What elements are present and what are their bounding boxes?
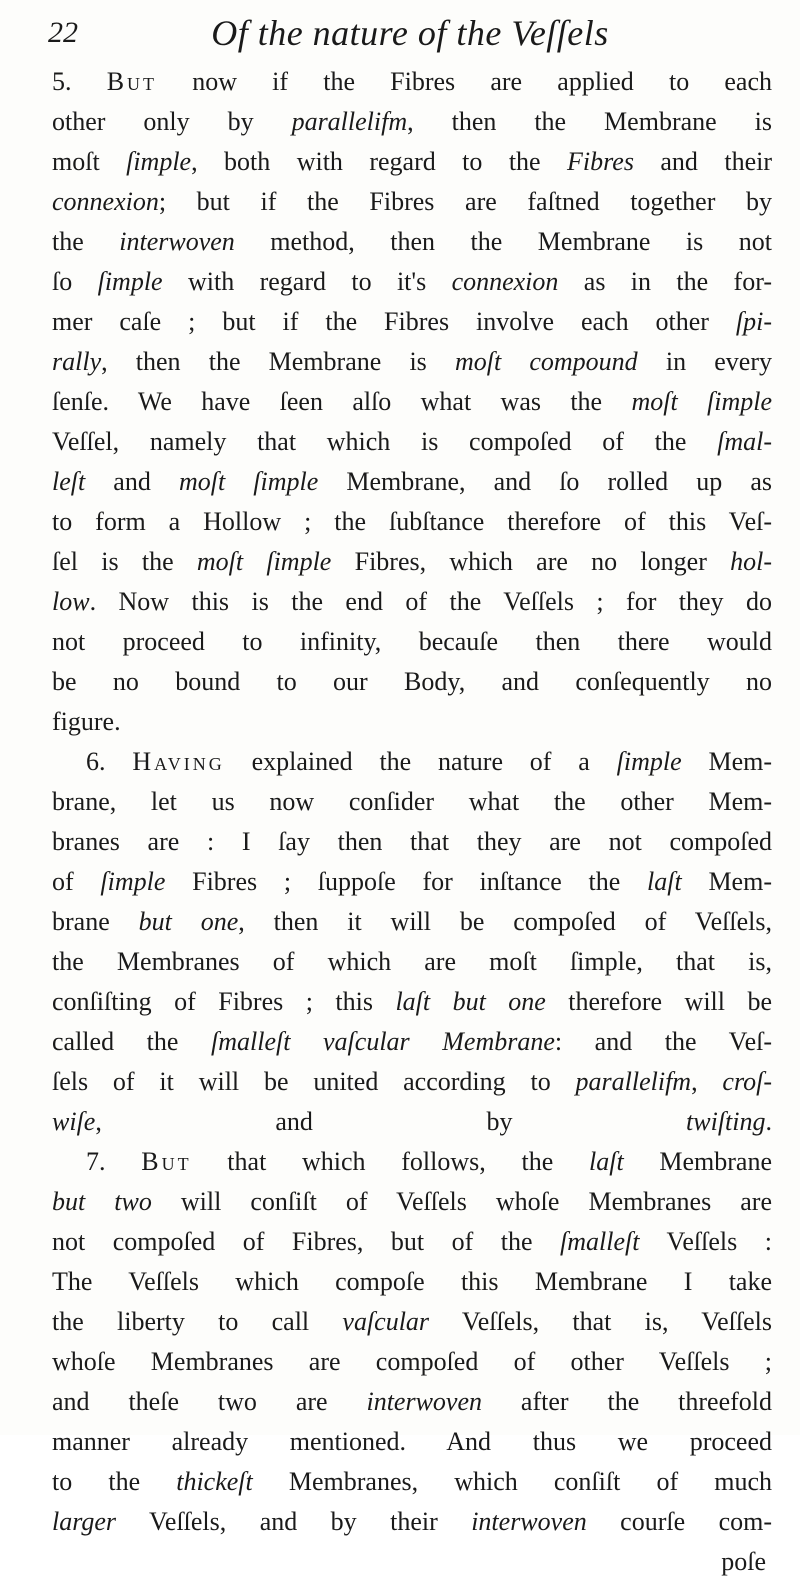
text-span: , then it will be compoſed of Veſſels, xyxy=(238,907,772,936)
italic-text: moſt ſimple xyxy=(196,547,332,576)
italic-text: connexion xyxy=(52,187,159,216)
italic-text: Fibres xyxy=(567,147,634,176)
text-line xyxy=(52,782,772,822)
text-span: , xyxy=(691,1067,723,1096)
text-line xyxy=(52,1382,772,1422)
text-span: figure. xyxy=(52,707,121,736)
italic-text: twiſting xyxy=(686,1107,766,1136)
text-span: the liberty to call xyxy=(52,1307,343,1336)
text-span: conſiſting of Fibres ; this xyxy=(52,987,396,1016)
text-line xyxy=(52,502,772,542)
text-span: moſt xyxy=(52,147,127,176)
text-span: that which follows, the xyxy=(191,1147,589,1176)
italic-text: vaſcular xyxy=(342,1307,430,1336)
text-line xyxy=(52,182,772,222)
text-span: Membrane, and ſo rolled up as xyxy=(318,467,773,496)
text-span: the Membranes of which are moſt ſimple, that is, xyxy=(52,947,772,976)
text-line xyxy=(52,942,772,982)
text-span: Membrane xyxy=(623,1147,773,1176)
text-line xyxy=(52,1502,772,1542)
text-span: , then the Membrane is xyxy=(101,347,455,376)
text-span: be no bound to our Body, and conſequently no xyxy=(52,667,772,696)
italic-text: low xyxy=(52,587,90,616)
italic-text: moſt ſimple xyxy=(178,467,319,496)
text-span: manner already mentioned. And thus we proceed xyxy=(52,1427,772,1456)
italic-text: hol- xyxy=(730,547,773,576)
text-line xyxy=(52,1302,772,1342)
text-line xyxy=(52,982,772,1022)
text-line xyxy=(52,102,772,142)
text-line xyxy=(52,1342,772,1382)
text-line xyxy=(52,262,772,302)
text-line xyxy=(52,1182,772,1222)
text-line xyxy=(52,662,772,702)
italic-text: laſt but one xyxy=(395,987,546,1016)
italic-text: interwoven xyxy=(119,227,235,256)
italic-text: interwoven xyxy=(366,1387,483,1416)
text-span: branes are : I ſay then that they are not compoſed xyxy=(52,827,772,856)
text-span: of xyxy=(52,867,101,896)
italic-text: ſimple xyxy=(616,747,682,776)
text-span: as in the for- xyxy=(558,267,772,296)
italic-text: parallelifm xyxy=(575,1067,692,1096)
text-line xyxy=(52,142,772,182)
text-span: not proceed to infinity, becauſe then there would xyxy=(52,627,772,656)
text-span: ſo xyxy=(52,267,98,296)
italic-text: but one xyxy=(138,907,239,936)
text-span: to form a Hollow ; the ſubſtance therefore of this Veſ- xyxy=(52,507,772,536)
italic-text: rally xyxy=(52,347,102,376)
italic-text: thickeſt xyxy=(176,1467,253,1496)
catchword: poſe xyxy=(721,1547,766,1576)
text-line xyxy=(52,622,772,662)
text-span: and their xyxy=(633,147,772,176)
text-span: brane, let us now conſider what the other Mem- xyxy=(52,787,772,816)
text-span: , and by xyxy=(95,1107,687,1136)
italic-text: leſt xyxy=(52,467,86,496)
text-line xyxy=(52,462,772,502)
text-line xyxy=(52,1262,772,1302)
text-span: with regard to it's xyxy=(162,267,452,296)
text-line xyxy=(52,62,772,102)
text-span: mer caſe ; but if the Fibres involve each other xyxy=(52,307,736,336)
text-span: Veſſels, that is, Veſſels xyxy=(429,1307,772,1336)
small-caps-text: But xyxy=(106,67,158,96)
text-line xyxy=(52,862,772,902)
text-span: courſe com- xyxy=(586,1507,772,1536)
text-span: method, then the Membrane is not xyxy=(234,227,772,256)
text-line xyxy=(52,1462,772,1502)
text-line xyxy=(52,302,772,342)
italic-text: ſpi- xyxy=(735,307,772,336)
text-span: Mem- xyxy=(681,867,772,896)
text-span: Membranes, which conſiſt of much xyxy=(252,1467,772,1496)
text-span: now if the Fibres are applied to each xyxy=(157,67,773,96)
text-span: : and the Veſ- xyxy=(554,1027,772,1056)
body-text xyxy=(52,62,772,1582)
italic-text: ſmal- xyxy=(717,427,772,456)
running-title: Of the nature of the Veſſels xyxy=(211,13,609,53)
text-span: Mem- xyxy=(681,747,772,776)
text-span: ; but if the Fibres are faſtned together by xyxy=(158,187,772,216)
small-caps-text: But xyxy=(141,1147,192,1176)
page-number: 22 xyxy=(48,16,78,49)
text-span: . xyxy=(765,1107,772,1136)
text-line xyxy=(52,1422,772,1462)
text-line xyxy=(52,582,772,622)
text-span: Veſſels : xyxy=(639,1227,772,1256)
italic-text: ſmalleſt vaſcular Membrane xyxy=(211,1027,555,1056)
text-line xyxy=(52,742,772,782)
italic-text: croſ- xyxy=(722,1067,772,1096)
text-span: ſel is the xyxy=(52,547,197,576)
text-span: the xyxy=(52,227,120,256)
italic-text: laſt xyxy=(647,867,682,896)
italic-text: but two xyxy=(52,1187,152,1216)
italic-text: ſimple xyxy=(97,267,163,296)
text-span: therefore will be xyxy=(545,987,773,1016)
text-span: explained the nature of a xyxy=(224,747,617,776)
text-span: to the xyxy=(52,1467,177,1496)
text-line xyxy=(52,1142,772,1182)
text-line xyxy=(52,222,772,262)
text-span: 6. xyxy=(86,747,133,776)
text-line xyxy=(52,702,772,742)
text-line xyxy=(52,342,772,382)
text-span: in every xyxy=(637,347,772,376)
italic-text: connexion xyxy=(451,267,559,296)
italic-text: ſimple xyxy=(126,147,192,176)
text-span: after the threefold xyxy=(482,1387,772,1416)
text-line xyxy=(52,1222,772,1262)
text-span: , both with regard to the xyxy=(191,147,568,176)
text-span: , then the Membrane is xyxy=(407,107,772,136)
text-span: not compoſed of Fibres, but of the xyxy=(52,1227,561,1256)
italic-text: larger xyxy=(52,1507,117,1536)
text-line xyxy=(52,382,772,422)
text-line xyxy=(52,822,772,862)
text-span: 7. xyxy=(86,1147,142,1176)
text-span: ſels of it will be united according to xyxy=(52,1067,576,1096)
text-span: and xyxy=(85,467,179,496)
small-caps-text: Having xyxy=(132,747,225,776)
text-span: Veſſel, namely that which is compoſed of the xyxy=(52,427,718,456)
italic-text: interwoven xyxy=(471,1507,587,1536)
italic-text: laſt xyxy=(589,1147,624,1176)
text-span: 5. xyxy=(52,67,107,96)
text-line xyxy=(52,1022,772,1062)
text-span: will conſiſt of Veſſels whoſe Membranes are xyxy=(151,1187,772,1216)
italic-text: moſt compound xyxy=(454,347,638,376)
text-span: . Now this is the end of the Veſſels ; for they do xyxy=(89,587,772,616)
italic-text: wiſe xyxy=(52,1107,96,1136)
text-line xyxy=(52,1102,772,1142)
text-line xyxy=(52,1062,772,1102)
text-span: called the xyxy=(52,1027,211,1056)
running-head xyxy=(48,10,772,60)
text-span: other only by xyxy=(52,107,292,136)
text-span: Fibres, which are no longer xyxy=(331,547,731,576)
italic-text: ſmalleſt xyxy=(560,1227,640,1256)
text-span: Fibres ; ſuppoſe for inſtance the xyxy=(165,867,648,896)
text-line xyxy=(52,902,772,942)
text-span: brane xyxy=(52,907,139,936)
italic-text: ſimple xyxy=(100,867,166,896)
text-span: The Veſſels which compoſe this Membrane I take xyxy=(52,1267,772,1296)
italic-text: parallelifm xyxy=(291,107,408,136)
text-span: Veſſels, and by their xyxy=(116,1507,472,1536)
text-line xyxy=(52,422,772,462)
italic-text: moſt ſimple xyxy=(631,387,772,416)
text-span: ſenſe. We have ſeen alſo what was the xyxy=(52,387,632,416)
text-span: and theſe two are xyxy=(52,1387,367,1416)
text-line xyxy=(52,542,772,582)
text-span: whoſe Membranes are compoſed of other Veſſels ; xyxy=(52,1347,772,1376)
